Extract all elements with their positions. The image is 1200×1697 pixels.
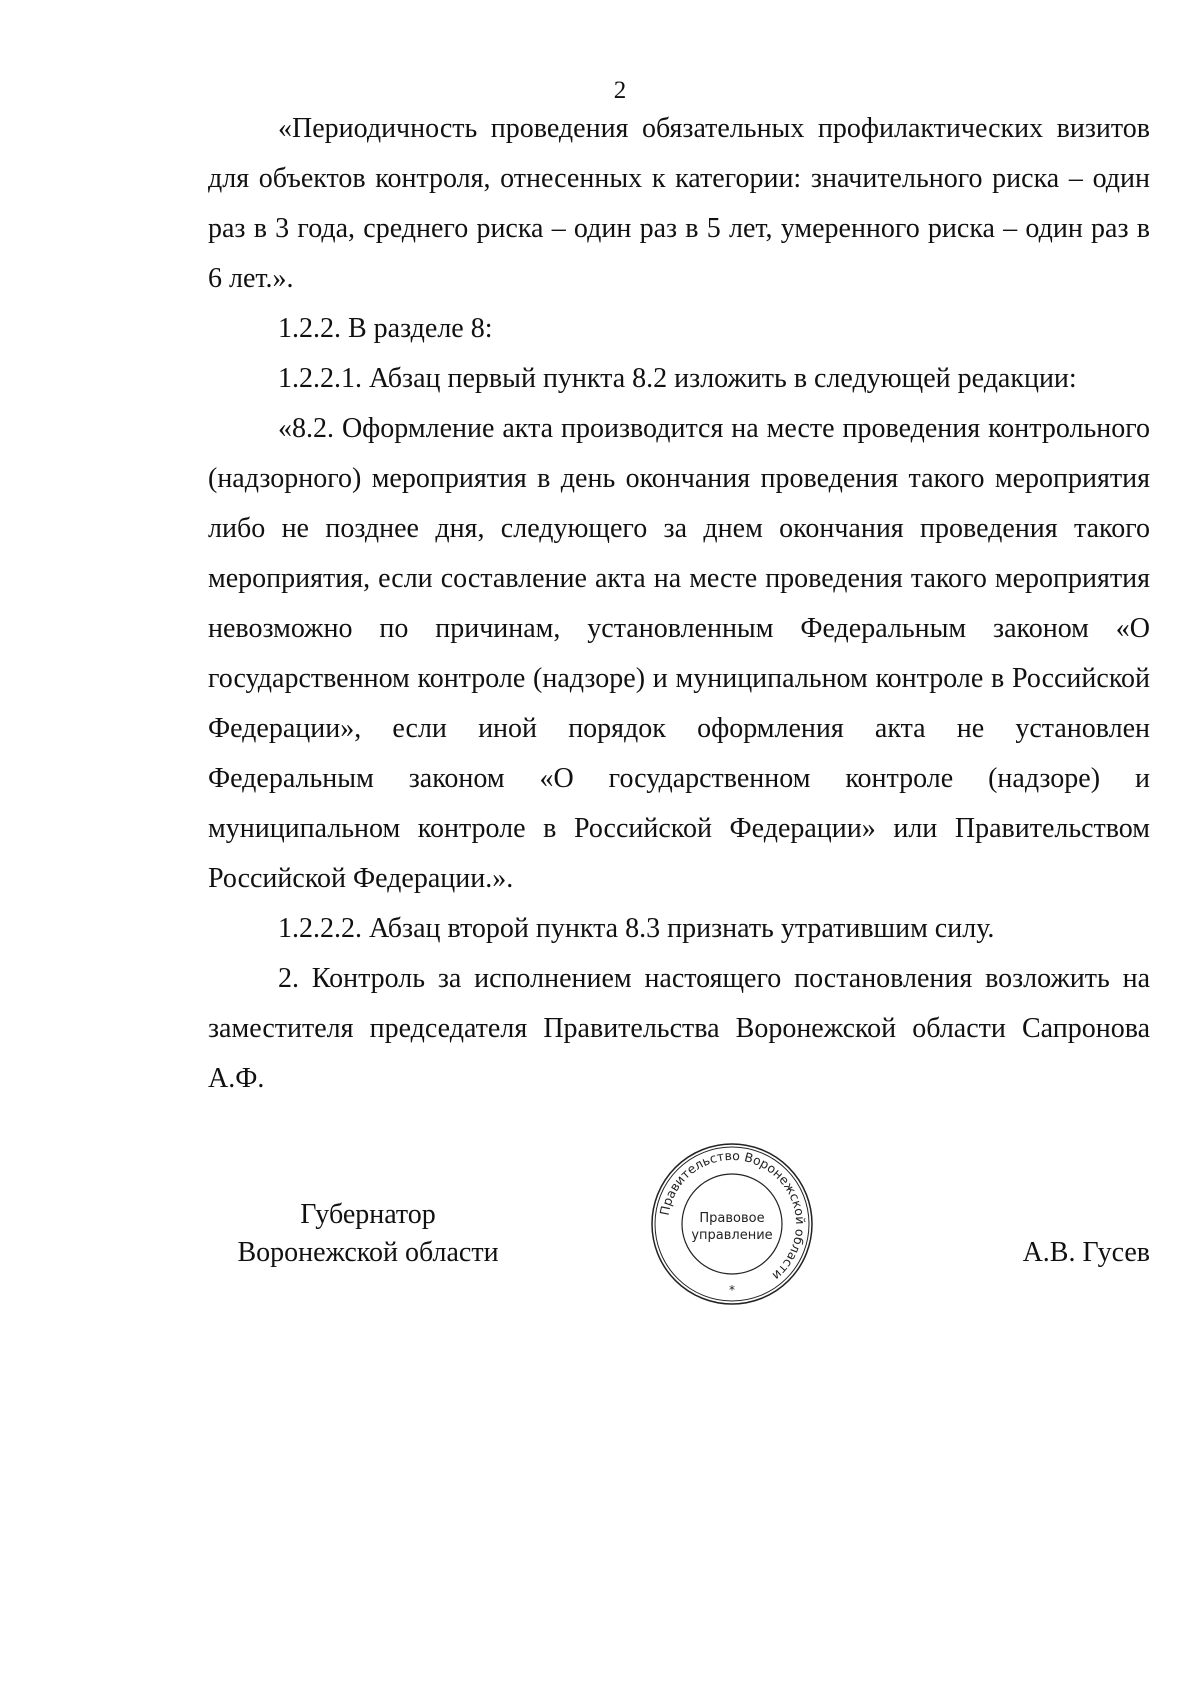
seal-star: * <box>729 1283 735 1297</box>
signatory-name: А.В. Гусев <box>1022 1237 1150 1268</box>
paragraph-control: 2. Контроль за исполнением настоящего постановления возложить на заместителя председателя Правительства Воронежской области Сапронова А.Ф. <box>208 963 1150 1094</box>
paragraph-1-2-2-2: 1.2.2.2. Абзац второй пункта 8.3 признать утратившим силу. <box>278 913 995 944</box>
page-number: 2 <box>613 77 627 104</box>
document-body <box>208 104 1150 1104</box>
seal-ring-text: Правительство Воронежской области <box>656 1147 809 1284</box>
paragraph-risk-periodicity: «Периодичность проведения обязательных профилактических визитов для объектов контроля, отнесенных к категории: значительного риска – один раз в 3 года, среднего риска – один раз в 5 лет, умеренного риска – один раз в 6 лет.». <box>208 113 1150 294</box>
official-seal <box>650 1142 814 1306</box>
seal-center-line1: Правовое <box>699 1211 765 1226</box>
paragraph-1-2-2-1: 1.2.2.1. Абзац первый пункта 8.2 изложить в следующей редакции: <box>278 363 1077 394</box>
signatory-position <box>208 1196 528 1272</box>
signatory-position-line2: Воронежской области <box>237 1237 499 1268</box>
paragraph-8-2-text: «8.2. Оформление акта производится на месте проведения контрольного (надзорного) мероприятия в день окончания проведения такого мероприятия либо не позднее дня, следующего за днем окончания проведения такого мероприятия, если составление акта на месте проведения такого мероприятия невозможно по причинам, установленным Федеральным законом «О государственном контроле (надзоре) и муниципальном контроле в Российской Федерации», если иной порядок оформления акта не установлен Федеральным законом «О государственном контроле (надзоре) и муниципальном контроле в Российской Федерации» или Правительством Российской Федерации.». <box>208 413 1150 894</box>
signatory-position-line1: Губернатор <box>300 1199 436 1230</box>
seal-center-line2: управление <box>691 1228 773 1243</box>
paragraph-section-8: 1.2.2. В разделе 8: <box>278 313 493 344</box>
